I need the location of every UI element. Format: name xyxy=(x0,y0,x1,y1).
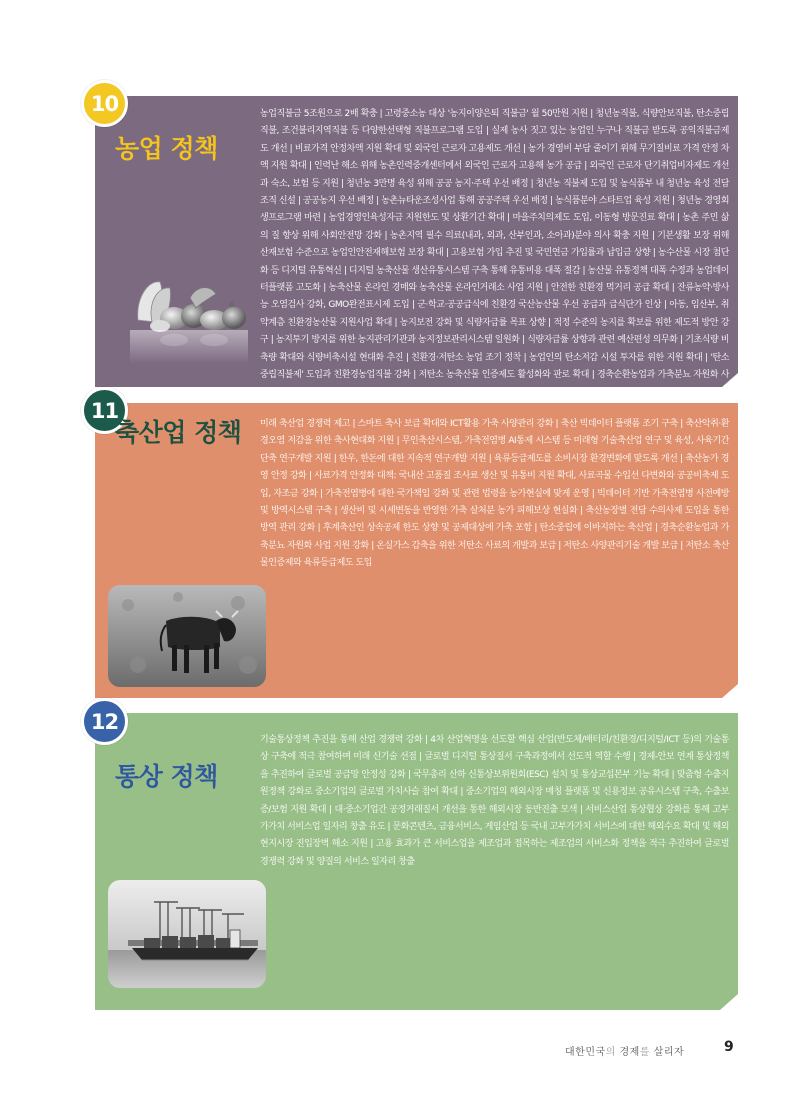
cow-photo xyxy=(108,585,266,687)
footer-slogan-part: 경제 xyxy=(619,1047,640,1058)
agriculture-policy-body: 농업직불금 5조원으로 2배 확충 | 고령중소농 대상 '농지이양은퇴 직불금' 월 50만원 지원 | 청년농직불, 식량안보직불, 탄소중립직불, 조건불리지역직불 등 다양한선택형 직불프로그램 도입 | 실제 농사 짓고 있는 농업인 누구나 직불금 받도록 공익직불금제도 개선 | 비료가격 안정차액 지원 확대 및 외국인 근로자 고용제도 개선 | 농가 경영비 부담 줄이기 위해 무기질비료 가격 안정 차액 지원 확대 | 인력난 해소 위해 농촌인력중개센터에서 외국인 근로자 고용해 농가 공급 | 외국인 근로자 단기취업비자제도 개선과 숙소, 보험 등 지원 | 청년농 3만명 육성 위해 공공 농지·주택 우선 배정 | 청년농 직불제 도입 및 농식품부 내 청년농 육성 전담 조직 신설 | 공공농지 우선 배정 | 농촌뉴타운조성사업 통해 공공주택 우선 배정 | 농식품분야 스타트업 육성 지원 | 청년농 경영회생프로그램 마련 | 농업경영인육성자금 지원한도 및 상환기간 확대 | 마을주치의제도 도입, 이동형 방문진료 확대 | 농촌 주민 삶의 질 향상 위해 사회안전망 강화 | 농촌지역 필수 의료(내과, 외과, 산부인과, 소아과)분야 의사 확충 지원 | 기본생활 보장 위해 산재보험 수준으로 농업인안전재해보험 보장 확대 | 고용보험 가입 추진 및 국민연금 가입률과 납입금 상향 | 농수산물 시장 첨단화 등 디지털 유통혁신 | 디지털 농축산물 생산유통시스템 구축 통해 유통비용 대폭 절감 | 농산물 유통정책 대폭 수정과 농업데이터플랫폼 고도화 | 농축산물 온라인 경매와 농축산물 온라인거래소 사업 지원 | 안전한 친환경 먹거리 공급 확대 | 잔류농약·방사능 오염검사 강화, GMO완전표시제 도입 | 군·학교·공공급식에 친환경 국산농산물 우선 공급과 급식단가 인상 | 아동, 임산부, 취약계층 친환경농산물 지원사업 확대 | 농지보전 강화 및 식량자급률 목표 상향 | 적정 수준의 농지를 확보를 위한 제도적 방안 강구 | 농지투기 방지를 위한 농지관리기관과 농지정보관리시스템 일원화 | 식량자급률 상향과 관련 예산편성 의무화 | 기초식량 비축량 확대와 식량비축시설 현대화 추진 | 친환경·저탄소 농업 조기 정착 | 농업인의 탄소저감 시설 투자를 위한 지원 확대 | '탄소중립직불제' 도입과 친환경농업직불 강화 | 저탄소 농축산물 인증제도 활성화와 판로 확대 | 경축순환농업과 가축분뇨 자원화 사업 지원 강화 | 농산촌 태양광사업 종합가이드라인 수립 후 추진 xyxy=(260,109,730,398)
footer-slogan-particle: 의 xyxy=(605,1047,620,1058)
livestock-policy-title: 축산업 정책 xyxy=(115,418,242,447)
trade-policy-body: 기술통상정책 추진을 통해 산업 경쟁력 강화 | 4차 산업혁명을 선도할 핵심 산업(반도체/배터리/친환경/디지털/ICT 등)의 기술통상 구축에 적극 참여하며 미래 신기술 선점 | 글로벌 디지털 통상질서 구축과정에서 선도적 역할 수행 | 경제-안보 연계 통상정책을 추진하여 글로벌 공급망 안정성 강화 | 국무총리 산하 신통상보위원회(ESC) 설치 및 통상교섭본부 기능 확대 | 맞춤형 수출지원정책 강화로 중소기업의 글로벌 가치사슬 참여 확대 | 중소기업의 해외시장 매칭 플랫폼 및 신용정보 공유시스템 구축, 수출보증/보험 지원 확대 | 대·중소기업간 공정거래질서 개선을 통한 해외시장 동반진출 모색 | 서비스산업 통상협상 강화를 통해 고부가가치 서비스업 일자리 창출 유도 | 문화콘텐츠, 금융서비스, 게임산업 등 국내 고부가가치 서비스에 대한 해외수요 확대 및 해외 현지시장 진입장벽 해소 지원 | 고용 효과가 큰 서비스업을 제조업과 접목하는 제조업의 서비스화 정책을 적극 추진하여 글로벌 경쟁력 강화 및 양질의 서비스 일자리 창출 xyxy=(260,735,729,867)
footer-slogan-part: 대한민국 xyxy=(565,1047,606,1058)
section-number-badge: 10 xyxy=(81,80,128,127)
page-number: 9 xyxy=(724,1039,734,1055)
livestock-policy-body: 미래 축산업 경쟁력 제고 | 스마트 축사 보급 확대와 ICT활용 가축 사양관리 강화 | 축산 빅데이터 플랫폼 조기 구축 | 축산악취·환경오염 저감을 위한 축사현대화 지원 | 무인축산시스템, 가축전염병 AI통제 시스템 등 미래형 기술축산업 연구 및 육성, 사육기간 단축 연구개발 지원 | 한우, 한돈에 대한 지속적 연구개발 지원 | 육류등급제도를 소비시장 환경변화에 맞도록 개선 | 축산농가 경영 안정 강화 | 사료가격 안정화 대책: 국내산 고품질 조사료 생산 및 유통비 지원 확대, 사료곡물 수입선 다변화와 공공비축제 도입, 자조금 강화 | 가축전염병에 대한 국가책임 강화 및 관련 법령을 농가현실에 맞게 운영 | 빅데이터 기반 가축전염병 사전예방 및 방역시스템 구축 | 생산비 및 시세변동을 반영한 가축 살처분 농가 피해보상 현실화 | 축산농장별 전담 수의사제 도입을 통한 방역 관리 강화 | 후계축산인 상속공제 한도 상향 및 공제대상에 가축 포함 | 탄소중립에 이바지하는 축산업 | 경축순환농업과 가축분뇨 자원화 사업 지원 강화 | 온실가스 감축을 위한 저탄소 사료의 개발과 보급 | 저탄소 사양관리기술 개발 보급 | 저탄소 축산물인증제와 육류등급제도 도입 xyxy=(260,419,729,569)
footer-slogan xyxy=(565,1043,684,1058)
footer-slogan-part: 살리자 xyxy=(653,1047,685,1058)
cargo-ship-photo xyxy=(108,880,266,988)
section-number-badge: 11 xyxy=(81,387,128,434)
section-number-badge: 12 xyxy=(81,698,128,745)
trade-policy-title: 통상 정책 xyxy=(115,762,218,791)
agriculture-policy-title: 농업 정책 xyxy=(115,134,218,163)
footer-slogan-particle: 를 xyxy=(639,1047,654,1058)
vegetables-photo xyxy=(130,268,248,364)
